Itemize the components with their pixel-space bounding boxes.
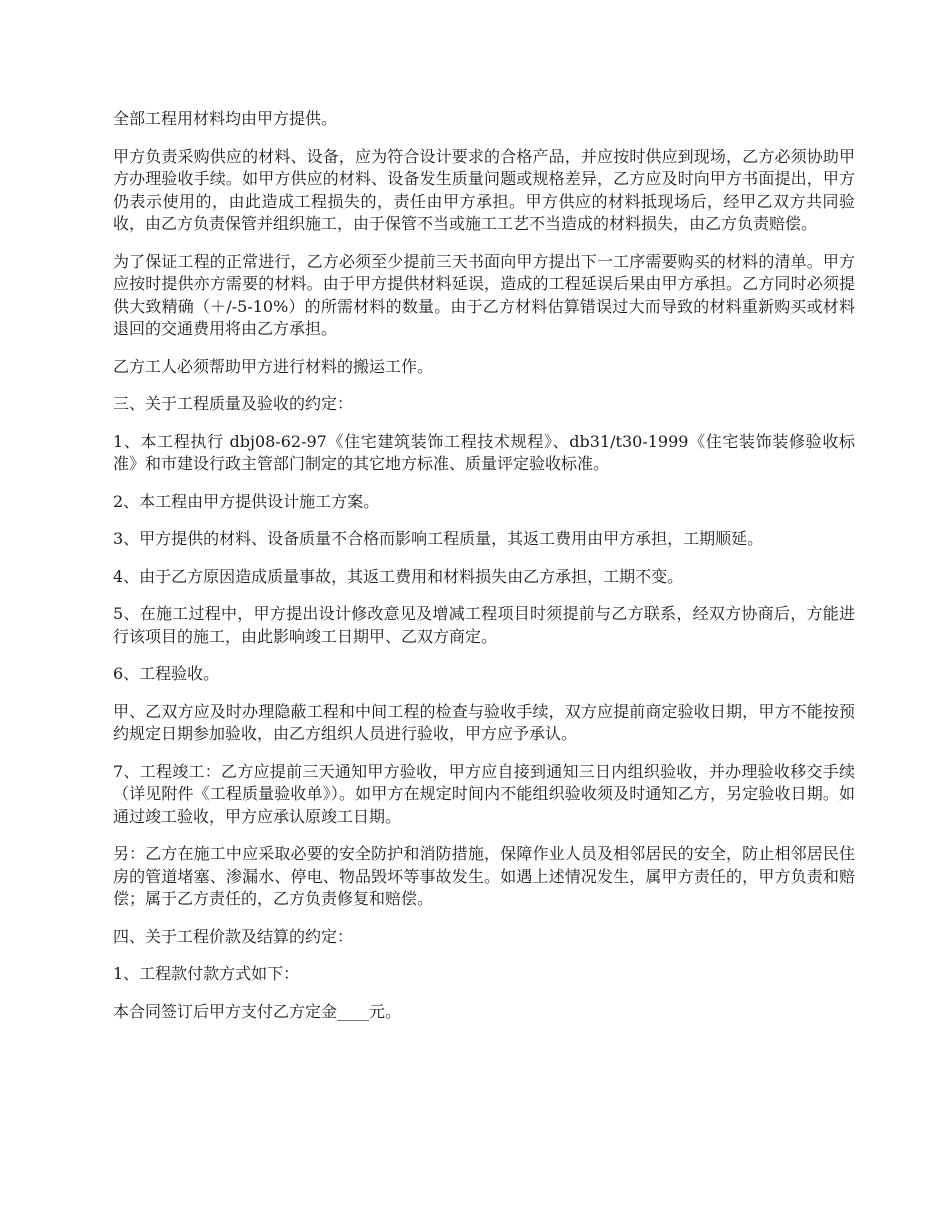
section-heading-payment: 四、关于工程价款及结算的约定： xyxy=(113,926,354,946)
clause-quality-3: 3、甲方提供的材料、设备质量不合格而影响工程质量，其返工费用由甲方承担，工期顺延。 xyxy=(113,529,764,548)
document-body xyxy=(113,108,855,1038)
clause-deposit: 本合同签订后甲方支付乙方定金____元。 xyxy=(113,1001,402,1021)
clause-quality-5: 5、在施工过程中，甲方提出设计修改意见及增减工程项目时须提前与乙方联系，经双方协商后，方能进行该项目的施工，由此影响竣工日期甲、乙双方商定。 xyxy=(113,604,855,646)
clause-payment-1: 1、工程款付款方式如下： xyxy=(113,964,300,983)
clause-quality-6: 6、工程验收。 xyxy=(113,664,220,683)
clause-inspection-detail: 甲、乙双方应及时办理隐蔽工程和中间工程的检查与验收手续，双方应提前商定验收日期，甲方不能按预约规定日期参加验收，由乙方组织人员进行验收，甲方应予承认。 xyxy=(113,701,855,743)
paragraph-materials-responsibility: 甲方负责采购供应的材料、设备，应为符合设计要求的合格产品，并应按时供应到现场，乙方必须协助甲方办理验收手续。如甲方供应的材料、设备发生质量问题或规格差异，乙方应及时向甲方书面提出，甲方仍表示使用的，由此造成工程损失的，责任由甲方承担。甲方供应的材料抵现场后，经甲乙双方共同验收，由乙方负责保管并组织施工，由于保管不当或施工工艺不当造成的材料损失，由乙方负责赔偿。 xyxy=(113,146,855,233)
clause-quality-1: 1、本工程执行 dbj08-62-97《住宅建筑装饰工程技术规程》、db31/t30-1999《住宅装饰装修验收标准》和市建设行政主管部门制定的其它地方标准、质量评定验收标准。 xyxy=(113,431,855,473)
section-heading-quality: 三、关于工程质量及验收的约定： xyxy=(113,394,354,413)
paragraph-materials-list: 为了保证工程的正常进行，乙方必须至少提前三天书面向甲方提出下一工序需要购买的材料的清单。甲方应按时提供亦方需要的材料。由于甲方提供材料延误，造成的工程延误后果由甲方承担。乙方同时必须提供大致精确（＋/-5-10%）的所需材料的数量。由于乙方材料估算错误过大而导致的材料重新购买或材料退回的交通费用将由乙方承担。 xyxy=(113,251,855,338)
paragraph-materials-transport: 乙方工人必须帮助甲方进行材料的搬运工作。 xyxy=(113,356,434,376)
clause-quality-4: 4、由于乙方原因造成质量事故，其返工费用和材料损失由乙方承担，工期不变。 xyxy=(113,566,684,586)
paragraph-materials-supply: 全部工程用材料均由甲方提供。 xyxy=(113,109,338,128)
clause-safety-note: 另：乙方在施工中应采取必要的安全防护和消防措施，保障作业人员及相邻居民的安全，防止相邻居民住房的管道堵塞、渗漏水、停电、物品毁坏等事故发生。如遇上述情况发生，属甲方责任的，甲方负责和赔偿；属于乙方责任的，乙方负责修复和赔偿。 xyxy=(113,844,855,908)
clause-quality-2: 2、本工程由甲方提供设计施工方案。 xyxy=(113,491,380,511)
clause-quality-7: 7、工程竣工：乙方应提前三天通知甲方验收，甲方应自接到通知三日内组织验收，并办理验收移交手续（详见附件《工程质量验收单》）。如甲方在规定时间内不能组织验收须及时通知乙方，另定验收日期。如通过竣工验收，甲方应承认原竣工日期。 xyxy=(113,761,855,826)
